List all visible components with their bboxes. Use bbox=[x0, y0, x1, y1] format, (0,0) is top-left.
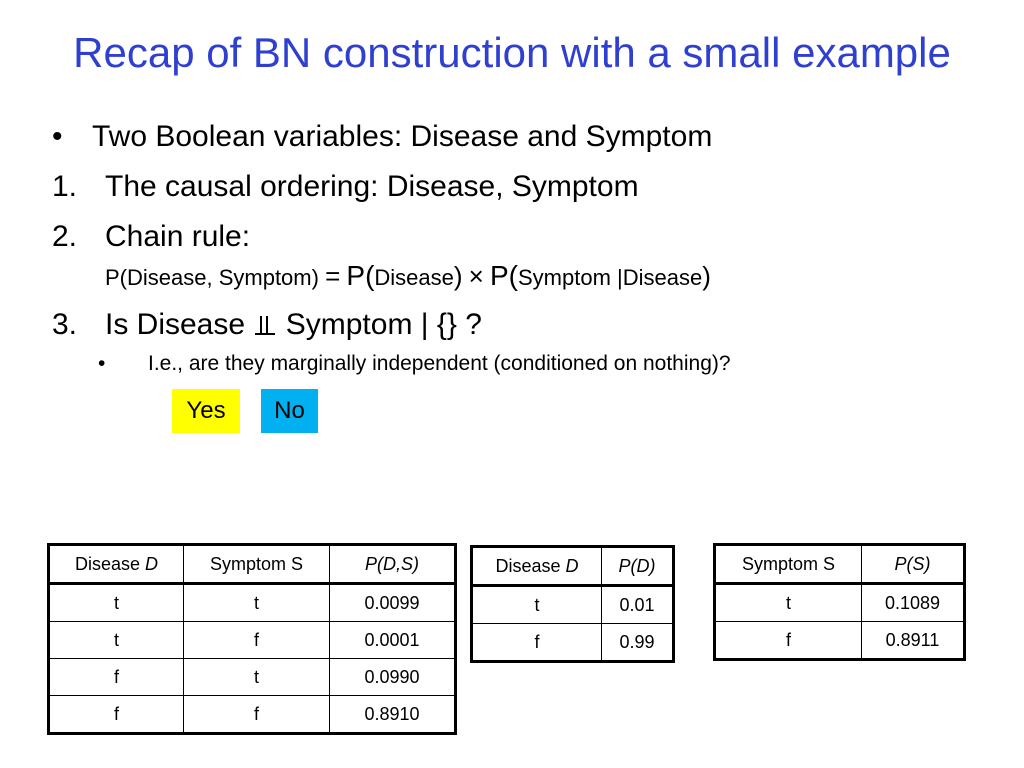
item-independence-question bbox=[105, 308, 482, 342]
cell-symptom: t bbox=[715, 584, 862, 622]
table-header-row bbox=[472, 547, 674, 586]
table-header-row bbox=[715, 545, 965, 584]
cell-prob: 0.0990 bbox=[330, 659, 456, 696]
cell-disease: f bbox=[49, 659, 184, 696]
table-header-row bbox=[49, 545, 456, 584]
item-number-2: 2. bbox=[52, 220, 78, 253]
header-disease: Disease D bbox=[49, 545, 184, 584]
cell-symptom: t bbox=[184, 584, 330, 622]
header-symptom: Symptom S bbox=[715, 545, 862, 584]
cell-prob: 0.0001 bbox=[330, 622, 456, 659]
sub-bullet-marginal: I.e., are they marginally independent (conditioned on nothing)? bbox=[148, 352, 731, 375]
header-joint-prob: P(D,S) bbox=[330, 545, 456, 584]
table-row bbox=[49, 659, 456, 696]
header-disease: Disease D bbox=[472, 547, 602, 586]
cell-prob: 0.0099 bbox=[330, 584, 456, 622]
no-button[interactable]: No bbox=[261, 389, 318, 433]
cell-symptom: t bbox=[184, 659, 330, 696]
independence-icon bbox=[253, 310, 277, 332]
equation-close2: ) bbox=[702, 261, 711, 291]
table-row bbox=[49, 622, 456, 659]
cell-prob: 0.8911 bbox=[862, 622, 965, 660]
cell-symptom: f bbox=[715, 622, 862, 660]
chain-rule-equation bbox=[105, 260, 711, 292]
question-text-after: Symptom | {} ? bbox=[285, 308, 482, 341]
yes-button[interactable]: Yes bbox=[172, 389, 240, 433]
item-number-3: 3. bbox=[52, 308, 78, 341]
equation-lhs: P(Disease, Symptom) bbox=[105, 265, 319, 290]
item-number-1: 1. bbox=[52, 170, 78, 203]
table-row bbox=[715, 584, 965, 622]
header-disease-prob: P(D) bbox=[602, 547, 674, 586]
cell-disease: t bbox=[49, 622, 184, 659]
cell-symptom: f bbox=[184, 622, 330, 659]
table-row bbox=[472, 586, 674, 624]
bullet-marker: • bbox=[52, 120, 63, 153]
times-symbol: × bbox=[468, 261, 484, 291]
cell-symptom: f bbox=[184, 696, 330, 734]
disease-marginal-table bbox=[470, 545, 675, 663]
cell-prob: 0.01 bbox=[602, 586, 674, 624]
sub-bullet-marker: • bbox=[98, 352, 106, 375]
item-chain-rule: Chain rule: bbox=[105, 220, 251, 253]
equation-arg1: Disease bbox=[374, 265, 454, 290]
bullet-variables: Two Boolean variables: Disease and Symptom bbox=[92, 120, 713, 153]
cell-disease: f bbox=[472, 624, 602, 662]
cell-prob: 0.8910 bbox=[330, 696, 456, 734]
cell-prob: 0.1089 bbox=[862, 584, 965, 622]
equation-arg2: Symptom |Disease bbox=[517, 265, 703, 290]
equation-p2: P( bbox=[489, 260, 518, 291]
cell-disease: t bbox=[472, 586, 602, 624]
table-row bbox=[472, 624, 674, 662]
table-row bbox=[49, 584, 456, 622]
table-row bbox=[49, 696, 456, 734]
joint-probability-table bbox=[47, 543, 457, 735]
question-text-before: Is Disease bbox=[105, 308, 246, 341]
equation-equals: = bbox=[325, 261, 341, 291]
equation-close1: ) bbox=[453, 261, 463, 291]
header-symptom: Symptom S bbox=[184, 545, 330, 584]
equation-p1: P( bbox=[346, 260, 375, 291]
slide-title: Recap of BN construction with a small example bbox=[73, 29, 951, 76]
header-symptom-prob: P(S) bbox=[862, 545, 965, 584]
cell-disease: f bbox=[49, 696, 184, 734]
cell-prob: 0.99 bbox=[602, 624, 674, 662]
cell-disease: t bbox=[49, 584, 184, 622]
table-row bbox=[715, 622, 965, 660]
item-causal-ordering: The causal ordering: Disease, Symptom bbox=[105, 170, 639, 203]
symptom-marginal-table bbox=[713, 543, 966, 661]
